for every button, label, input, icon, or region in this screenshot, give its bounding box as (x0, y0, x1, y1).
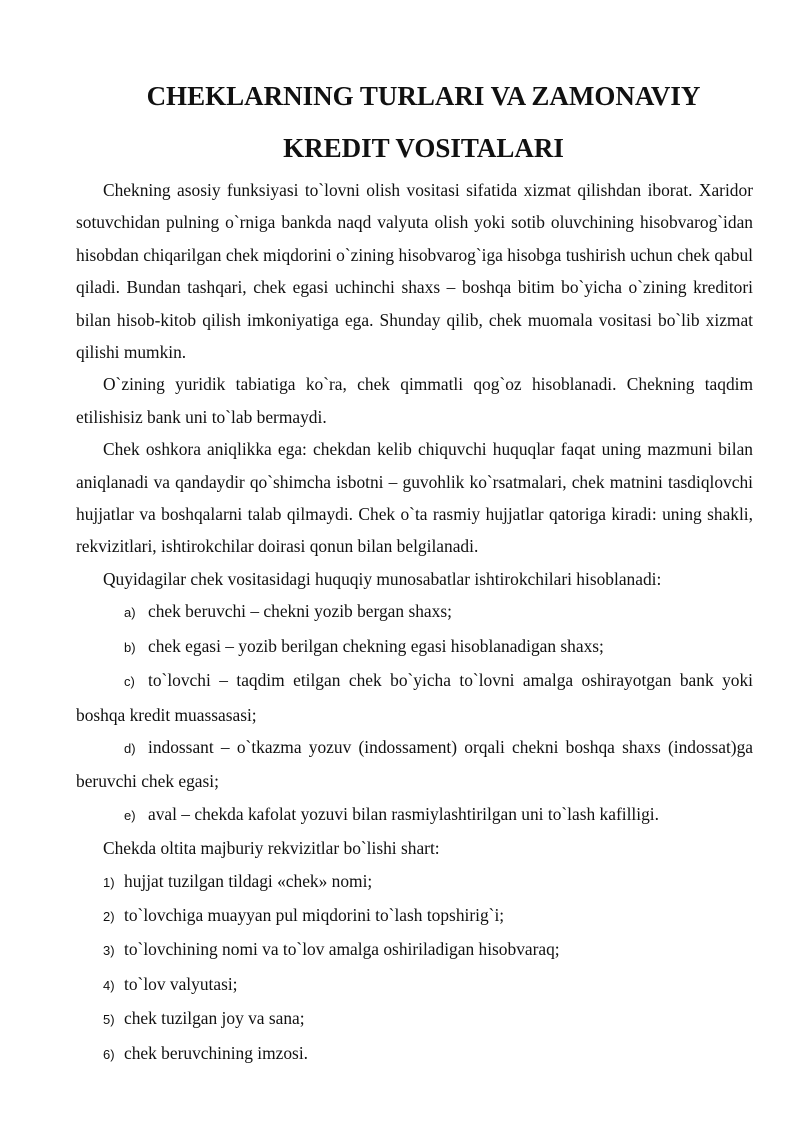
list-marker: 1) (103, 874, 115, 890)
list-item (76, 968, 753, 1002)
list-marker: b) (124, 639, 136, 655)
list-item-text: chek beruvchining imzosi. (124, 1042, 309, 1063)
list-item-text: hujjat tuzilgan tildagi «chek» nomi; (124, 870, 373, 891)
paragraph-participants-intro: Quyidagilar chek vositasidagi huquqiy munosabatlar ishtirokchilari hisoblanadi: (103, 568, 662, 589)
requisites-list (76, 865, 753, 1071)
list-item (76, 798, 753, 832)
list-item (76, 1037, 753, 1071)
list-marker: c) (124, 674, 135, 690)
list-item-text: to`lov valyutasi; (124, 973, 238, 994)
list-item-text: to`lovchi – taqdim etilgan chek bo`yicha to`lovni amalga oshirayotgan bank yoki boshqa kredit muassasasi; (76, 670, 753, 725)
list-marker: 5) (103, 1012, 115, 1028)
paragraph-cheque-function: Chekning asosiy funksiyasi to`lovni olish vositasi sifatida xizmat qilishdan iborat. Xaridor sotuvchidan pulning o`rniga bankda naqd valyuta olish yoki sotib oluvchining hisobvarog`idan hisobdan chiqarilgan chek miqdorini o`zining hisobvarog`iga hisobga tushirish uchun chek qabul qiladi. Bundan tashqari, chek egasi uchinchi shaxs – boshqa bitim bo`yicha o`zining kreditori bilan hisob-kitob qilish imkoniyatiga ega. Shunday qilib, chek muomala vositasi bo`lib xizmat qilishi mumkin. (76, 180, 753, 363)
paragraph-legal-nature: O`zining yuridik tabiatiga ko`ra, chek qimmatli qog`oz hisoblanadi. Chekning taqdim etilishisiz bank uni to`lab bermaydi. (76, 374, 753, 427)
list-item-text: indossant – o`tkazma yozuv (indossament) orqali chekni boshqa shaxs (indossat)ga beruvchi chek egasi; (76, 736, 753, 792)
list-marker: d) (124, 740, 136, 756)
paragraph-requisites-intro: Chekda oltita majburiy rekvizitlar bo`lishi shart: (103, 838, 440, 859)
list-marker: 2) (103, 908, 115, 924)
list-item-text: to`lovchiga muayyan pul miqdorini to`lash topshirig`i; (124, 904, 505, 925)
list-item-text: chek beruvchi – chekni yozib bergan shaxs; (148, 601, 452, 622)
page-title (76, 70, 753, 174)
list-item (76, 865, 753, 899)
title-line-1: CHEKLARNING TURLARI VA ZAMONAVIY (146, 81, 701, 111)
list-item (76, 899, 753, 933)
title-line-2: KREDIT VOSITALARI (283, 133, 564, 163)
list-marker: 6) (103, 1046, 115, 1062)
list-item (76, 664, 753, 731)
list-item (76, 595, 753, 629)
list-item (76, 630, 753, 664)
list-marker: e) (124, 807, 136, 823)
list-marker: 3) (103, 943, 115, 959)
list-item (76, 731, 753, 798)
list-item-text: to`lovchining nomi va to`lov amalga oshiriladigan hisobvaraq; (124, 939, 560, 960)
list-item-text: chek tuzilgan joy va sana; (124, 1008, 305, 1029)
list-marker: a) (124, 605, 136, 621)
document-page (76, 70, 753, 1071)
paragraph-formal-certainty: Chek oshkora aniqlikka ega: chekdan kelib chiquvchi huquqlar faqat uning mazmuni bilan aniqlanadi va qandaydir qo`shimcha isbotni – guvohlik ko`rsatmalari, chek matnini tasdiqlovchi hujjatlar va boshqalarni talab qilmaydi. Chek o`ta rasmiy hujjatlar qatoriga kiradi: uning shakli, rekvizitlari, ishtirokchilar doirasi qonun bilan belgilanadi. (76, 439, 753, 557)
list-marker: 4) (103, 977, 115, 993)
list-item (76, 1002, 753, 1036)
participants-list (76, 595, 753, 832)
list-item-text: aval – chekda kafolat yozuvi bilan rasmiylashtirilgan uni to`lash kafilligi. (148, 803, 659, 824)
list-item (76, 933, 753, 967)
list-item-text: chek egasi – yozib berilgan chekning egasi hisoblanadigan shaxs; (148, 635, 604, 656)
